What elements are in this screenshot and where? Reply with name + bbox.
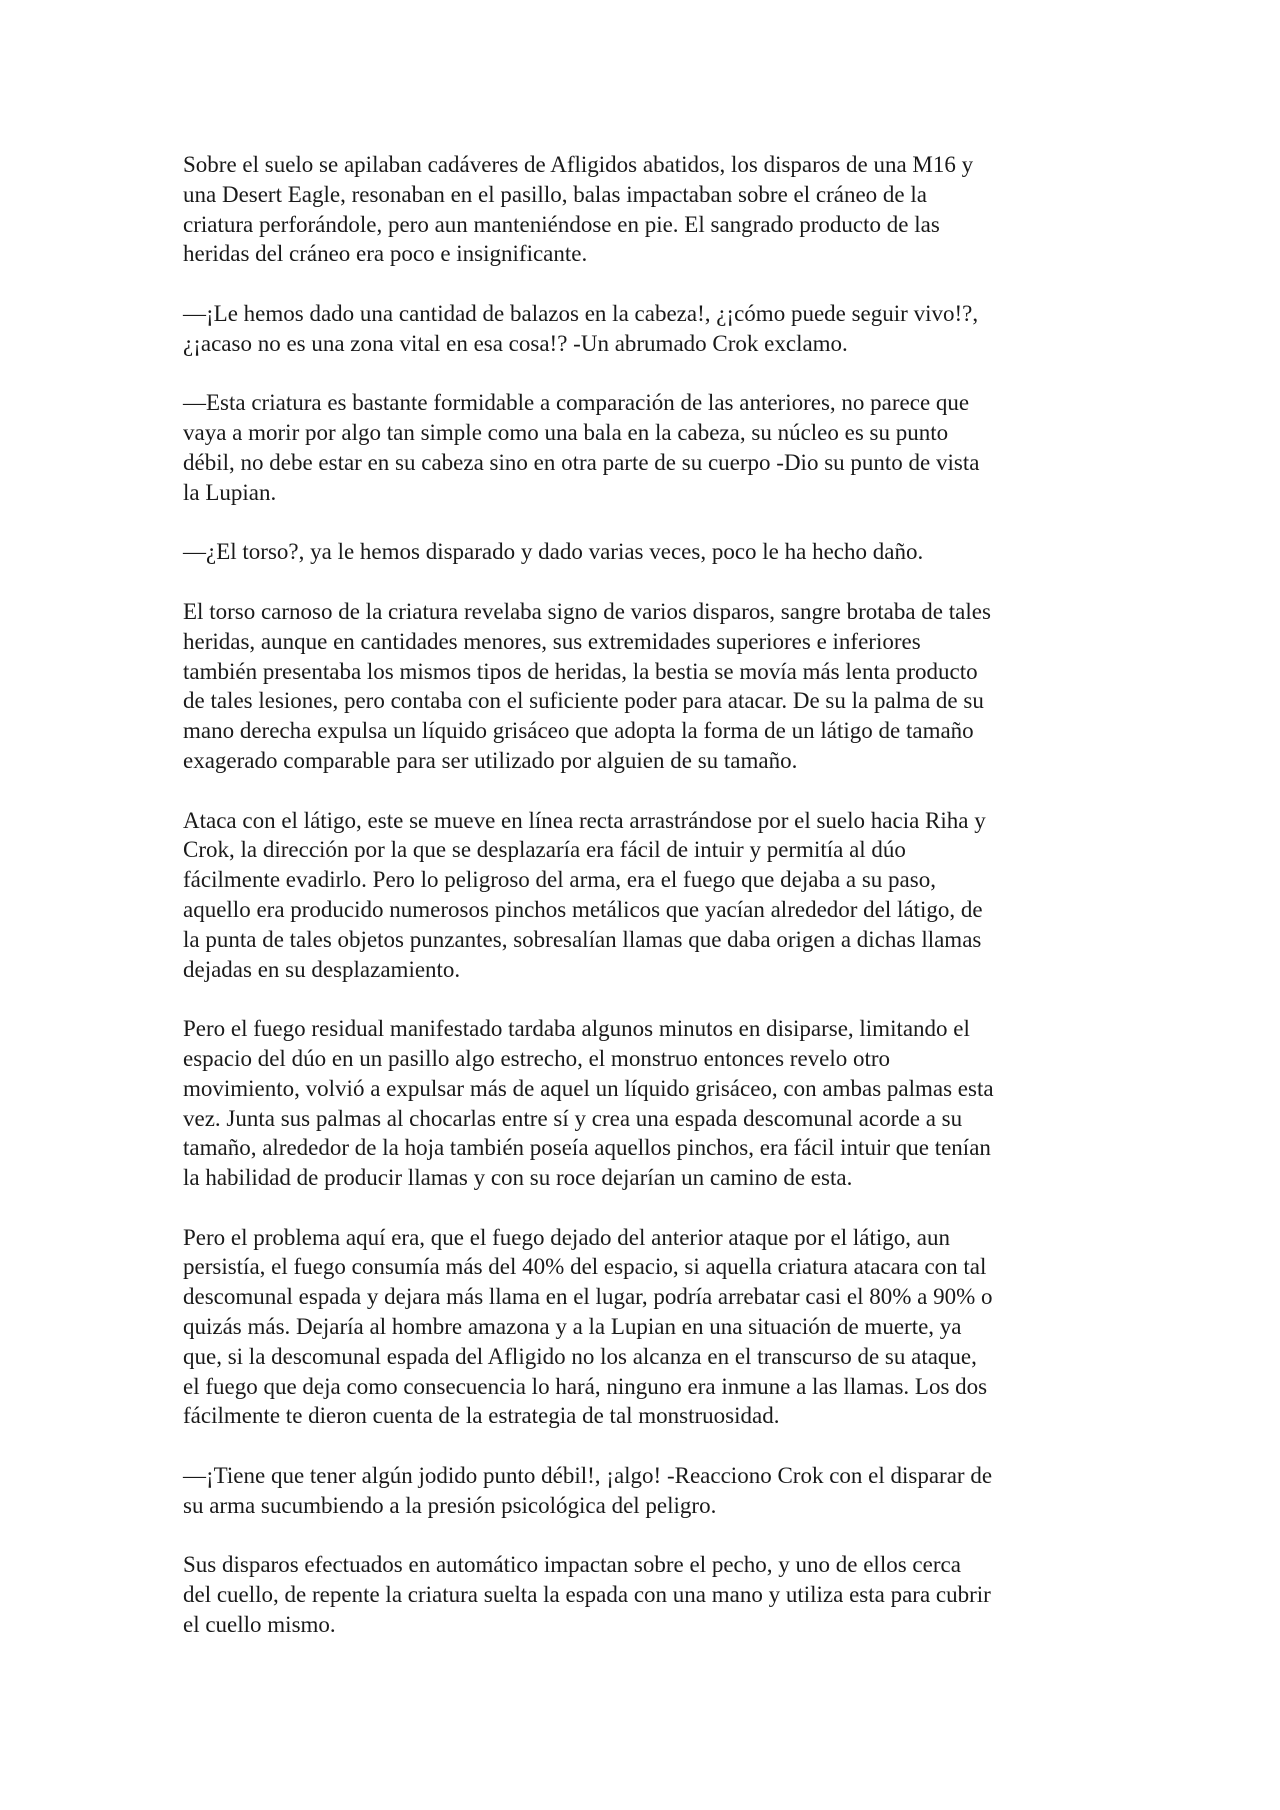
text-line: Ataca con el látigo, este se mueve en línea recta arrastrándose por el suelo hacia Riha y <box>183 807 986 833</box>
text-line: débil, no debe estar en su cabeza sino en otra parte de su cuerpo -Dio su punto de vista <box>183 449 980 475</box>
paragraph-2 <box>183 299 1103 359</box>
text-line: —¡Le hemos dado una cantidad de balazos en la cabeza!, ¿¡cómo puede seguir vivo!?, <box>183 300 979 326</box>
text-line: vaya a morir por algo tan simple como una bala en la cabeza, su núcleo es su punto <box>183 420 949 446</box>
text-line: —Esta criatura es bastante formidable a comparación de las anteriores, no parece que <box>183 390 970 416</box>
text-line: heridas del cráneo era poco e insignificante. <box>183 241 588 267</box>
text-line: su arma sucumbiendo a la presión psicológica del peligro. <box>183 1492 717 1518</box>
text-line: de tales lesiones, pero contaba con el suficiente poder para atacar. De su la palma de su <box>183 688 984 714</box>
text-line: —¿El torso?, ya le hemos disparado y dado varias veces, poco le ha hecho daño. <box>183 539 924 565</box>
text-line: Sobre el suelo se apilaban cadáveres de Afligidos abatidos, los disparos de una M16 y <box>183 152 974 177</box>
text-line: Sus disparos efectuados en automático impactan sobre el pecho, y uno de ellos cerca <box>183 1552 961 1578</box>
text-line: criatura perforándole, pero aun manteniéndose en pie. El sangrado producto de las <box>183 211 940 237</box>
paragraph-10 <box>183 1550 1103 1639</box>
text-line: la Lupian. <box>183 479 277 505</box>
text-line: heridas, aunque en cantidades menores, sus extremidades superiores e inferiores <box>183 628 921 654</box>
text-line: que, si la descomunal espada del Afligido no los alcanza en el transcurso de su ataque, <box>183 1343 977 1369</box>
text-line: aquello era producido numerosos pinchos metálicos que yacían alrededor del látigo, de <box>183 896 983 922</box>
paragraph-4 <box>183 537 1103 567</box>
text-line: tamaño, alrededor de la hoja también poseía aquellos pinchos, era fácil intuir que tenían <box>183 1135 991 1161</box>
paragraph-9 <box>183 1461 1103 1521</box>
text-line: fácilmente te dieron cuenta de la estrategia de tal monstruosidad. <box>183 1403 780 1429</box>
paragraph-5 <box>183 597 1103 776</box>
text-line: el cuello mismo. <box>183 1612 336 1638</box>
document-page <box>183 150 1103 1670</box>
paragraph-6 <box>183 806 1103 985</box>
text-line: espacio del dúo en un pasillo algo estrecho, el monstruo entonces revelo otro <box>183 1045 891 1071</box>
text-line: la punta de tales objetos punzantes, sobresalían llamas que daba origen a dichas llamas <box>183 926 982 952</box>
text-line: dejadas en su desplazamiento. <box>183 956 461 982</box>
text-line: —¡Tiene que tener algún jodido punto débil!, ¡algo! -Reacciono Crok con el disparar de <box>183 1463 993 1489</box>
text-line: quizás más. Dejaría al hombre amazona y a la Lupian en una situación de muerte, ya <box>183 1314 962 1340</box>
text-line: persistía, el fuego consumía más del 40% del espacio, si aquella criatura atacara con tal <box>183 1254 987 1280</box>
text-line: descomunal espada y dejara más llama en el lugar, podría arrebatar casi el 80% a 90% o <box>183 1284 993 1310</box>
text-line: Crok, la dirección por la que se desplazaría era fácil de intuir y permitía al dúo <box>183 837 906 863</box>
paragraph-7 <box>183 1014 1103 1193</box>
paragraph-1 <box>183 150 1103 269</box>
text-line: fácilmente evadirlo. Pero lo peligroso del arma, era el fuego que dejaba a su paso, <box>183 867 936 893</box>
text-line: del cuello, de repente la criatura suelta la espada con una mano y utiliza esta para cubrir <box>183 1582 991 1608</box>
text-line: Pero el problema aquí era, que el fuego dejado del anterior ataque por el látigo, aun <box>183 1224 950 1250</box>
text-line: el fuego que deja como consecuencia lo hará, ninguno era inmune a las llamas. Los dos <box>183 1373 988 1399</box>
text-line: exagerado comparable para ser utilizado por alguien de su tamaño. <box>183 747 798 773</box>
paragraph-8 <box>183 1223 1103 1432</box>
text-line: la habilidad de producir llamas y con su roce dejarían un camino de esta. <box>183 1165 853 1191</box>
paragraph-3 <box>183 388 1103 507</box>
text-line: una Desert Eagle, resonaban en el pasillo, balas impactaban sobre el cráneo de la <box>183 181 927 207</box>
text-line: Pero el fuego residual manifestado tardaba algunos minutos en disiparse, limitando el <box>183 1016 970 1042</box>
text-line: vez. Junta sus palmas al chocarlas entre sí y crea una espada descomunal acorde a su <box>183 1105 963 1131</box>
text-line: movimiento, volvió a expulsar más de aquel un líquido grisáceo, con ambas palmas esta <box>183 1075 994 1101</box>
text-line: El torso carnoso de la criatura revelaba signo de varios disparos, sangre brotaba de tales <box>183 598 991 624</box>
text-line: también presentaba los mismos tipos de heridas, la bestia se movía más lenta producto <box>183 658 978 684</box>
text-line: ¿¡acaso no es una zona vital en esa cosa!? -Un abrumado Crok exclamo. <box>183 330 848 356</box>
text-line: mano derecha expulsa un líquido grisáceo que adopta la forma de un látigo de tamaño <box>183 718 974 744</box>
